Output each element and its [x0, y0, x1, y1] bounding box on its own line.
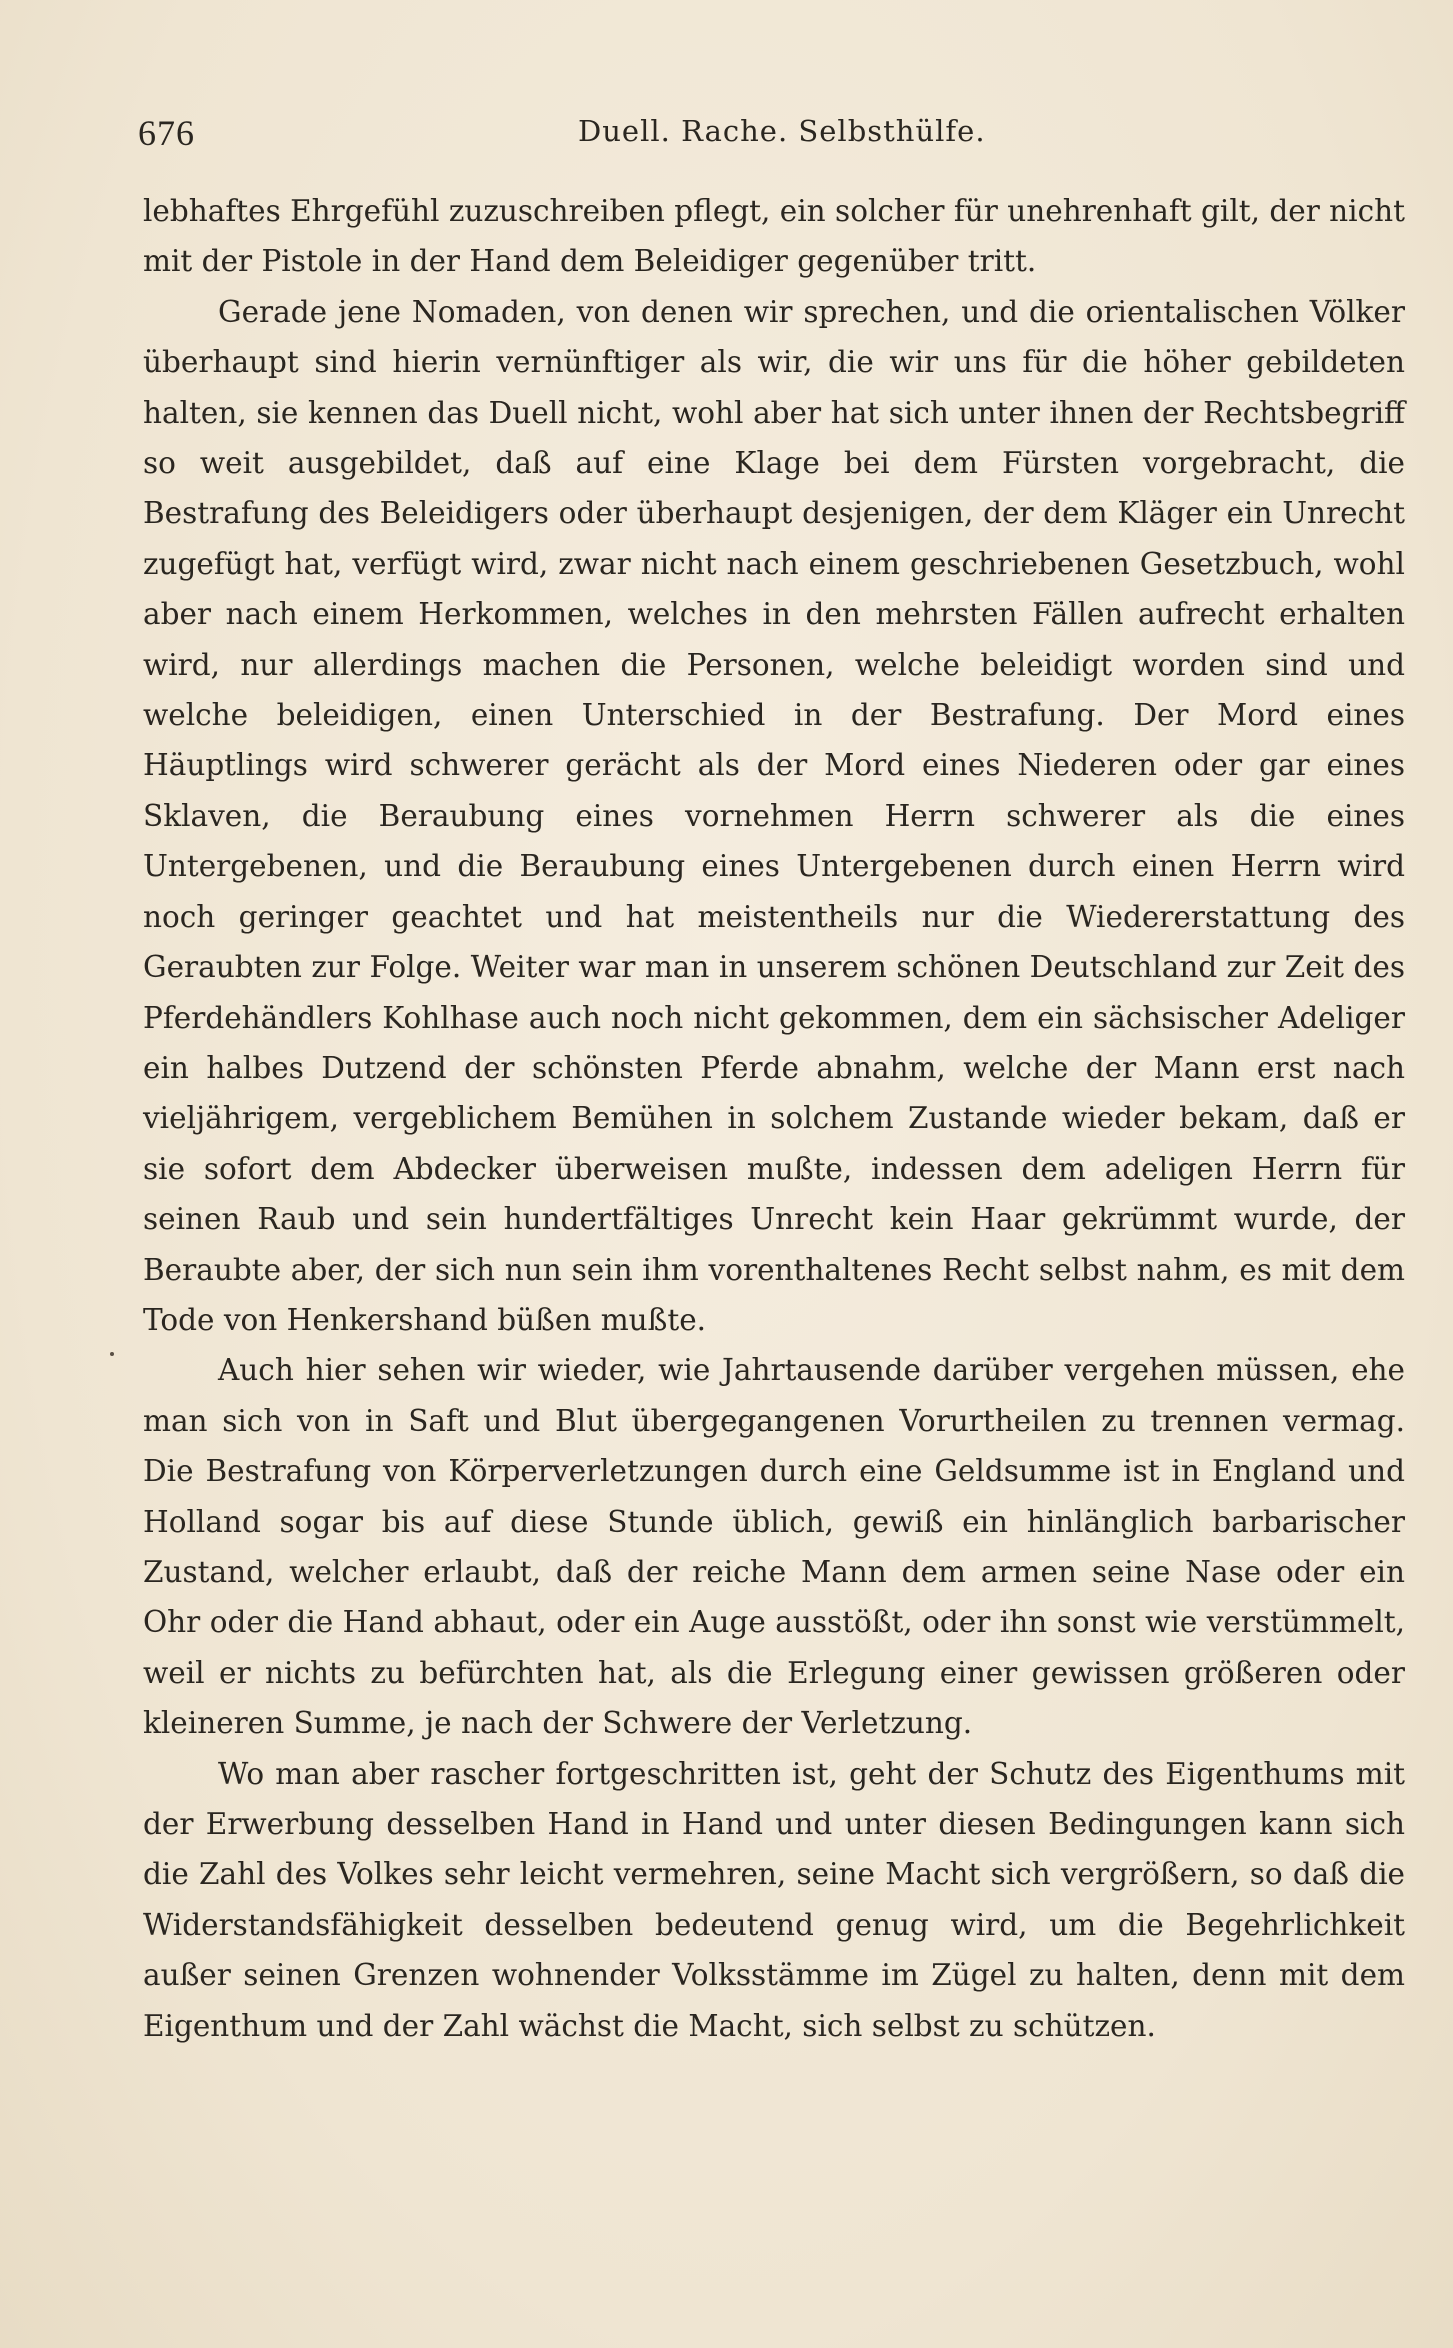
paragraph-3: Auch hier sehen wir wieder, wie Jahrtausende darüber vergehen müssen, ehe man sich von in Saft und Blut übergegangenen Vorurtheilen zu trennen vermag. Die Bestrafung von Körperverletzungen durch eine Geldsumme ist in England und Holland sogar bis auf diese Stunde üblich, gewiß ein hinlänglich barbarischer Zustand, welcher erlaubt, daß der reiche Mann dem armen seine Nase oder ein Ohr oder die Hand abhaut, oder ein Auge ausstößt, oder ihn sonst wie verstümmelt, weil er nichts zu befürchten hat, als die Erlegung einer gewissen größeren oder kleineren Summe, je nach der Schwere der Verletzung. — [143, 1353, 1405, 1741]
page-header — [138, 112, 1408, 162]
paragraph-1: lebhaftes Ehrgefühl zuzuschreiben pflegt, ein solcher für unehrenhaft gilt, der nicht mit der Pistole in der Hand dem Beleidiger gegenüber tritt. — [143, 194, 1405, 279]
margin-speck — [110, 1352, 114, 1356]
running-head: Duell. Rache. Selbsthülfe. — [578, 114, 986, 148]
paragraph-2: Gerade jene Nomaden, von denen wir sprechen, und die orientalischen Völker überhaupt sind hierin vernünftiger als wir, die wir uns für die höher gebildeten halten, sie kennen das Duell nicht, wohl aber hat sich unter ihnen der Rechtsbegriff so weit ausgebildet, daß auf eine Klage bei dem Fürsten vorgebracht, die Bestrafung des Beleidigers oder überhaupt desjenigen, der dem Kläger ein Unrecht zugefügt hat, verfügt wird, zwar nicht nach einem geschriebenen Gesetzbuch, wohl aber nach einem Herkommen, welches in den mehrsten Fällen aufrecht erhalten wird, nur allerdings machen die Personen, welche beleidigt worden sind und welche beleidigen, einen Unterschied in der Bestrafung. Der Mord eines Häuptlings wird schwerer gerächt als der Mord eines Niederen oder gar eines Sklaven, die Beraubung eines vornehmen Herrn schwerer als die eines Untergebenen, und die Beraubung eines Untergebenen durch einen Herrn wird noch geringer geachtet und hat meistentheils nur die Wiedererstattung des Geraubten zur Folge. Weiter war man in unserem schönen Deutschland zur Zeit des Pferdehändlers Kohlhase auch noch nicht gekommen, dem ein sächsischer Adeliger ein halbes Dutzend der schönsten Pferde abnahm, welche der Mann erst nach vieljährigem, vergeblichem Bemühen in solchem Zustande wieder bekam, daß er sie sofort dem Abdecker überweisen mußte, indessen dem adeligen Herrn für seinen Raub und sein hundertfältiges Unrecht kein Haar gekrümmt wurde, der Beraubte aber, der sich nun sein ihm vorenthaltenes Recht selbst nahm, es mit dem Tode von Henkershand büßen mußte. — [143, 294, 1405, 1337]
page-number: 676 — [138, 113, 195, 153]
body-text — [143, 186, 1405, 2051]
paragraph-4: Wo man aber rascher fortgeschritten ist, geht der Schutz des Eigenthums mit der Erwerbung desselben Hand in Hand und unter diesen Bedingungen kann sich die Zahl des Volkes sehr leicht vermehren, seine Macht sich vergrößern, so daß die Widerstandsfähigkeit desselben bedeutend genug wird, um die Begehrlichkeit außer seinen Grenzen wohnender Volksstämme im Zügel zu halten, denn mit dem Eigenthum und der Zahl wächst die Macht, sich selbst zu schützen. — [143, 1756, 1405, 2043]
